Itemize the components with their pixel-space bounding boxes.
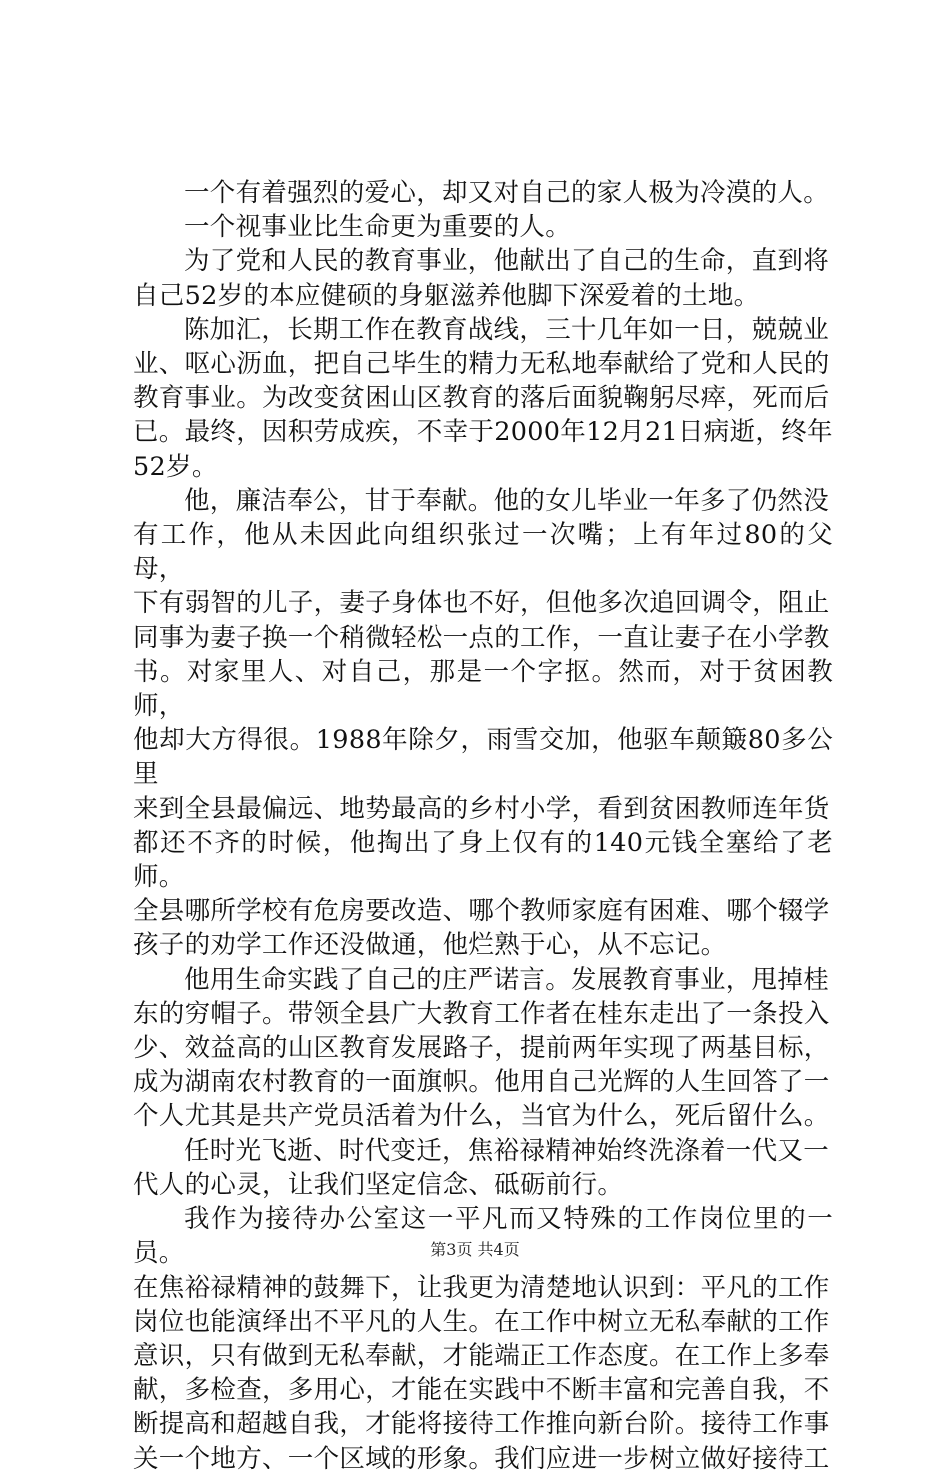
document-body [133,176,833,1476]
paragraph: 他，廉洁奉公，甘于奉献。他的女儿毕业一年多了仍然没 有工作，他从未因此向组织张过一次嘴；上有年过80的父母， 下有弱智的儿子，妻子身体也不好，但他多次追回调令，阻止 同事为妻子换一个稍微轻松一点的工作，一直让妻子在小学教 书。对家里人、对自己，那是一个字抠。然而，对于贫困教师， 他却大方得很。1988年除夕，雨雪交加，他驱车颠簸80多公里 来到全县最偏远、地势最高的乡村小学，看到贫困教师连年货 都还不齐的时候，他掏出了身上仅有的140元钱全塞给了老师。 全县哪所学校有危房要改造、哪个教师家庭有困难、哪个辍学 孩子的劝学工作还没做通，他烂熟于心，从不忘记。 [133,485,833,961]
paragraph: 一个视事业比生命更为重要的人。 [184,212,572,243]
paragraph: 任时光飞逝、时代变迁，焦裕禄精神始终洗涤着一代又一 代人的心灵，让我们坚定信念、砥砺前行。 [133,1135,830,1200]
paragraph: 一个有着强烈的爱心，却又对自己的家人极为冷漠的人。 [184,178,830,208]
page-footer: 第3页 共4页 [430,1240,520,1259]
paragraph: 我作为接待办公室这一平凡而又特殊的工作岗位里的一员。 在焦裕禄精神的鼓舞下，让我更为清楚地认识到：平凡的工作 岗位也能演绎出不平凡的人生。在工作中树立无私奉献的工作 意识，只有做到无私奉献，才能端正工作态度。在工作上多奉 献，多检查，多用心，才能在实践中不断丰富和完善自我，不 断提高和超越自我，才能将接待工作推向新台阶。接待工作事 关一个地方、一个区域的形象。我们应进一步树立做好接待工 [133,1204,833,1474]
paragraph: 陈加汇，长期工作在教育战线，三十几年如一日，兢兢业 业、呕心沥血，把自己毕生的精力无私地奉献给了党和人民的 教育事业。为改变贫困山区教育的落后面貌鞠躬尽瘁，死而后 已。最终，因积劳成疾，不幸于2000年12月21日病逝，终年 52岁。 [133,314,833,482]
paragraph: 为了党和人民的教育事业，他献出了自己的生命，直到将 自己52岁的本应健硕的身躯滋养他脚下深爱着的土地。 [133,246,830,311]
paragraph: 他用生命实践了自己的庄严诺言。发展教育事业，甩掉桂 东的穷帽子。带领全县广大教育工作者在桂东走出了一条投入 少、效益高的山区教育发展路子，提前两年实现了两基目标， 成为湖南农村教育的一面旗帜。他用自己光辉的人生回答了一 个人尤其是共产党员活着为什么，当官为什么，死后留什么。 [133,964,830,1132]
